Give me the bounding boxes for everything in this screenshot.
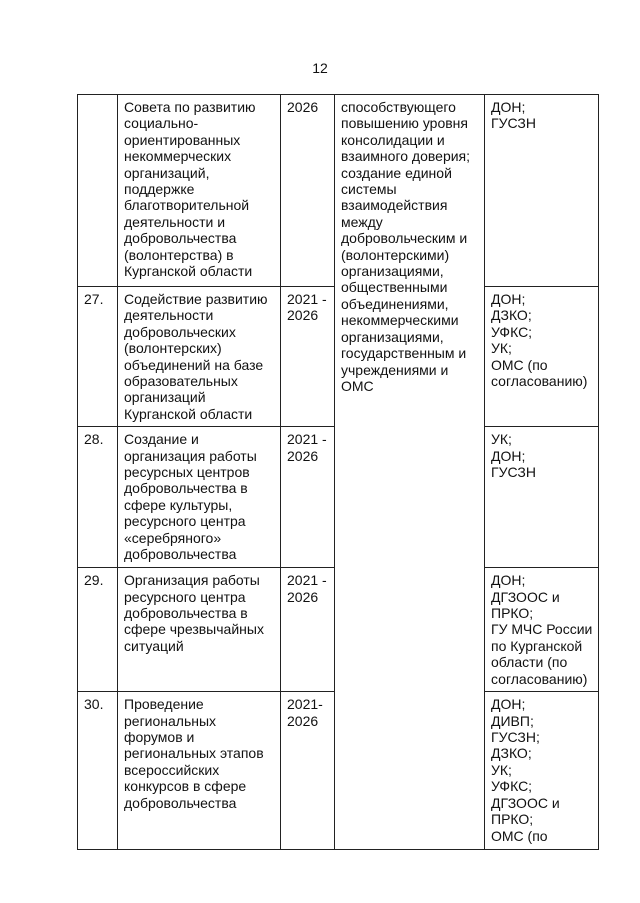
measure-name-cell	[118, 692, 281, 850]
text-line: УФКС;	[491, 778, 533, 795]
text-line: Курганской области	[124, 263, 253, 280]
text-line: Проведение	[124, 696, 204, 713]
text-line: конкурсов в сфере	[124, 778, 247, 795]
text-line: взаимодействия	[341, 197, 448, 214]
text-line: 2026	[287, 307, 319, 324]
text-line: ДОН;	[491, 572, 526, 589]
text-line: 2026	[287, 447, 319, 464]
text-line: ОМС (по	[491, 356, 548, 373]
text-line: Содействие развитию	[124, 291, 268, 307]
text-line: ГУСЗН	[491, 464, 536, 481]
measure-name-cell	[118, 95, 281, 287]
text-line: области (по	[491, 654, 568, 671]
text-line: Совета по развитию	[124, 99, 256, 115]
text-line: добровольчества	[124, 230, 237, 247]
measure-name-cell	[118, 427, 281, 568]
period-cell	[281, 287, 335, 427]
text-line: ДОН;	[491, 447, 526, 464]
text-line: 2021 -	[287, 431, 327, 448]
text-line: ДИВП;	[491, 712, 534, 729]
text-line: консолидации и	[341, 131, 445, 148]
executors-cell	[485, 692, 599, 850]
text-line: 2021 -	[287, 572, 327, 589]
executors-cell	[485, 95, 599, 287]
text-line: «серебряного»	[124, 529, 222, 546]
text-line: 2021 -	[287, 291, 327, 307]
text-line: некоммерческими	[341, 312, 459, 329]
text-line: организациями,	[341, 328, 444, 345]
executors-cell	[485, 287, 599, 427]
text-line: способствующего	[341, 99, 456, 115]
text-line: Создание и	[124, 431, 199, 448]
text-line: (волонтерских)	[124, 340, 222, 357]
text-line: УК;	[491, 761, 512, 778]
text-line: всероссийских	[124, 761, 220, 778]
text-line: Курганской области	[124, 405, 253, 422]
text-line: 2026	[287, 99, 319, 115]
text-line: поддержке	[124, 181, 195, 198]
text-line: ДГЗООС и	[491, 794, 560, 811]
text-line: взаимного доверия;	[341, 148, 471, 165]
text-line: ориентированных	[124, 131, 241, 148]
measure-name-cell	[118, 287, 281, 427]
text-line: деятельности и	[124, 213, 226, 230]
text-line: государственным и	[341, 345, 467, 362]
text-line: ГУ МЧС России	[491, 621, 593, 638]
text-line: ГУСЗН;	[491, 729, 540, 746]
text-line: ОМС (по	[491, 827, 548, 844]
text-line: добровольческим и	[341, 230, 468, 247]
text-line: некоммерческих	[124, 148, 232, 165]
measures-table	[77, 94, 599, 850]
executors-cell	[485, 427, 599, 568]
row-number-cell: 29.	[78, 568, 118, 692]
period-cell	[281, 692, 335, 850]
text-line: организациями,	[341, 263, 444, 280]
text-line: учреждениями и	[341, 361, 449, 378]
text-line: создание единой	[341, 164, 452, 181]
row-number-cell: 27.	[78, 287, 118, 427]
text-line: УФКС;	[491, 323, 533, 340]
period-cell	[281, 427, 335, 568]
text-line: между	[341, 213, 383, 230]
table-row	[78, 95, 599, 287]
text-line: сфере чрезвычайных	[124, 621, 264, 638]
text-line: форумов и	[124, 729, 195, 746]
text-line: объединениями,	[341, 295, 449, 312]
text-line: благотворительной	[124, 197, 250, 214]
text-line: ресурсных центров	[124, 464, 250, 481]
text-line: ДОН;	[491, 291, 526, 307]
row-number-cell: 28.	[78, 427, 118, 568]
period-cell	[281, 568, 335, 692]
text-line: деятельности	[124, 307, 214, 324]
text-line: 2026	[287, 712, 319, 729]
row-number-cell	[78, 95, 118, 287]
page-number: 12	[312, 60, 328, 76]
text-line: добровольчества в	[124, 480, 248, 497]
text-line: ДОН;	[491, 99, 526, 115]
expected-result-cell	[335, 95, 485, 850]
text-line: добровольчества	[124, 546, 237, 563]
row-number-cell: 30.	[78, 692, 118, 850]
text-line: организация работы	[124, 447, 257, 464]
text-line: сфере культуры,	[124, 496, 233, 513]
text-line: ПРКО;	[491, 811, 534, 828]
text-line: ПРКО;	[491, 605, 534, 622]
text-line: согласованию)	[491, 373, 588, 390]
text-line: по Курганской	[491, 637, 583, 654]
text-line: согласованию)	[491, 670, 588, 687]
text-line: (волонтерства) в	[124, 246, 234, 263]
text-line: ДГЗООС и	[491, 588, 560, 605]
text-line: добровольческих	[124, 323, 236, 340]
text-line: организаций,	[124, 164, 210, 181]
executors-cell	[485, 568, 599, 692]
text-line: повышению уровня	[341, 115, 468, 132]
text-line: общественными	[341, 279, 448, 296]
text-line: ДОН;	[491, 696, 526, 713]
text-line: региональных	[124, 712, 217, 729]
text-line: ДЗКО;	[491, 307, 532, 324]
text-line: системы	[341, 181, 397, 198]
measure-name-cell	[118, 568, 281, 692]
text-line: социально-	[124, 115, 199, 132]
text-line: (волонтерскими)	[341, 246, 450, 263]
text-line: организаций	[124, 389, 206, 406]
text-line: образовательных	[124, 373, 238, 390]
text-line: УК;	[491, 340, 512, 357]
text-line: добровольчества	[124, 794, 237, 811]
text-line: ГУСЗН	[491, 115, 536, 132]
text-line: ресурсного центра	[124, 513, 246, 530]
text-line: 2026	[287, 588, 319, 605]
text-line: УК;	[491, 431, 512, 448]
text-line: региональных этапов	[124, 745, 264, 762]
text-line: 2021-	[287, 696, 323, 713]
text-line: ситуаций	[124, 637, 184, 654]
text-line: объединений на базе	[124, 356, 264, 373]
text-line: добровольчества в	[124, 605, 248, 622]
text-line: Организация работы	[124, 572, 260, 589]
text-line: ОМС	[341, 377, 374, 394]
text-line: ресурсного центра	[124, 588, 246, 605]
period-cell	[281, 95, 335, 287]
text-line: ДЗКО;	[491, 745, 532, 762]
